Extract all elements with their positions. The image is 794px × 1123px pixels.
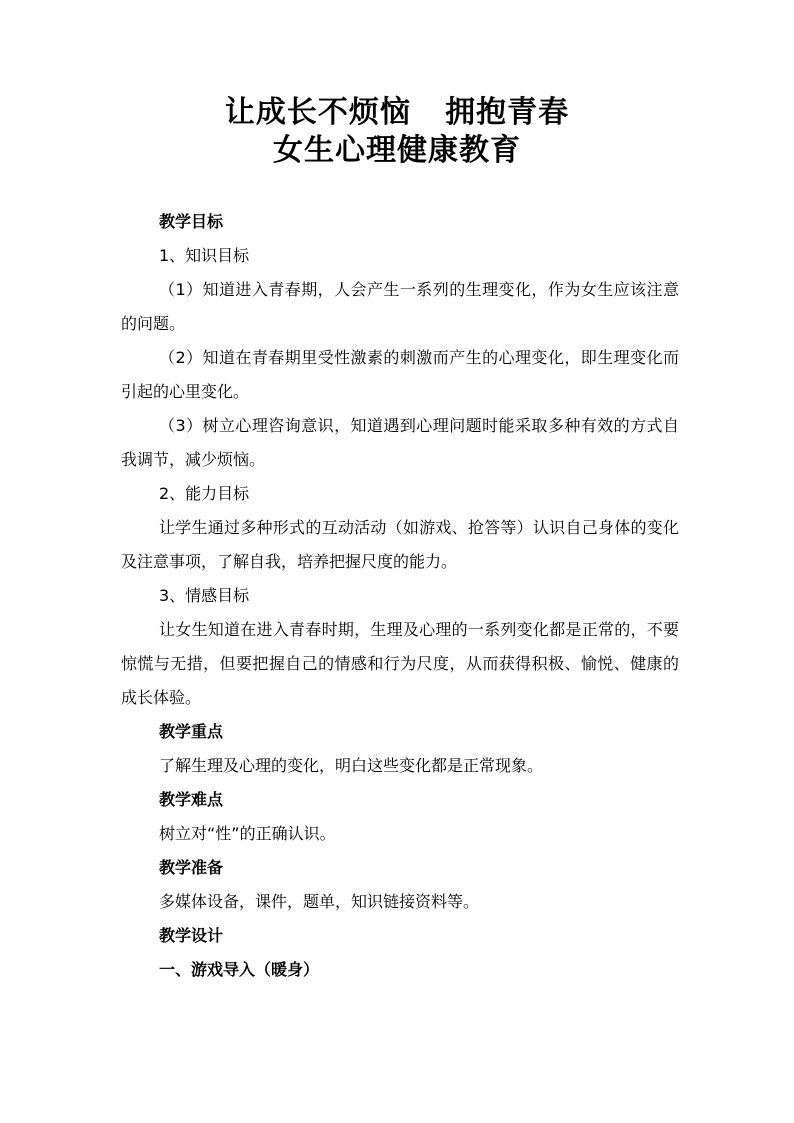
- section-heading-teaching-preparation: 教学准备: [159, 858, 224, 877]
- focus-text: 了解生理及心理的变化，明白这些变化都是正常现象。: [159, 756, 544, 775]
- section-heading-teaching-goals: 教学目标: [159, 212, 224, 231]
- design-step-1-heading: 一、游戏导入（暖身）: [159, 960, 320, 979]
- section-heading-teaching-design: 教学设计: [159, 926, 224, 945]
- section-heading-teaching-difficulty: 教学难点: [159, 790, 224, 809]
- section-heading-teaching-focus: 教学重点: [159, 722, 224, 741]
- subheading-emotion-goals: 3、情感目标: [159, 586, 250, 605]
- ability-text: 让学生通过多种形式的互动活动（如游戏、抢答等）认识自己身体的变化及注意事项，了解自我，培养把握尺度的能力。: [121, 518, 679, 571]
- title-line-2: 女生心理健康教育: [273, 133, 521, 168]
- difficulty-text: 树立对“性”的正确认识。: [159, 824, 336, 843]
- knowledge-item-2: （2）知道在青春期里受性激素的刺激而产生的心理变化，即生理变化而引起的心里变化。: [121, 348, 679, 401]
- knowledge-item-3: （3）树立心理咨询意识，知道遇到心理问题时能采取多种有效的方式自我调节，减少烦恼。: [121, 416, 679, 469]
- title-line-1: 让成长不烦恼 拥抱青春: [224, 95, 570, 130]
- subheading-knowledge-goals: 1、知识目标: [159, 246, 250, 265]
- emotion-text: 让女生知道在进入青春时期，生理及心理的一系列变化都是正常的，不要惊慌与无措，但要把握自己的情感和行为尺度，从而获得积极、愉悦、健康的成长体验。: [121, 620, 679, 707]
- knowledge-item-1: （1）知道进入青春期，人会产生一系列的生理变化，作为女生应该注意的问题。: [121, 280, 679, 333]
- preparation-text: 多媒体设备，课件，题单，知识链接资料等。: [159, 892, 480, 911]
- document-body: [121, 205, 679, 987]
- subheading-ability-goals: 2、能力目标: [159, 484, 250, 503]
- document-title: [0, 94, 794, 170]
